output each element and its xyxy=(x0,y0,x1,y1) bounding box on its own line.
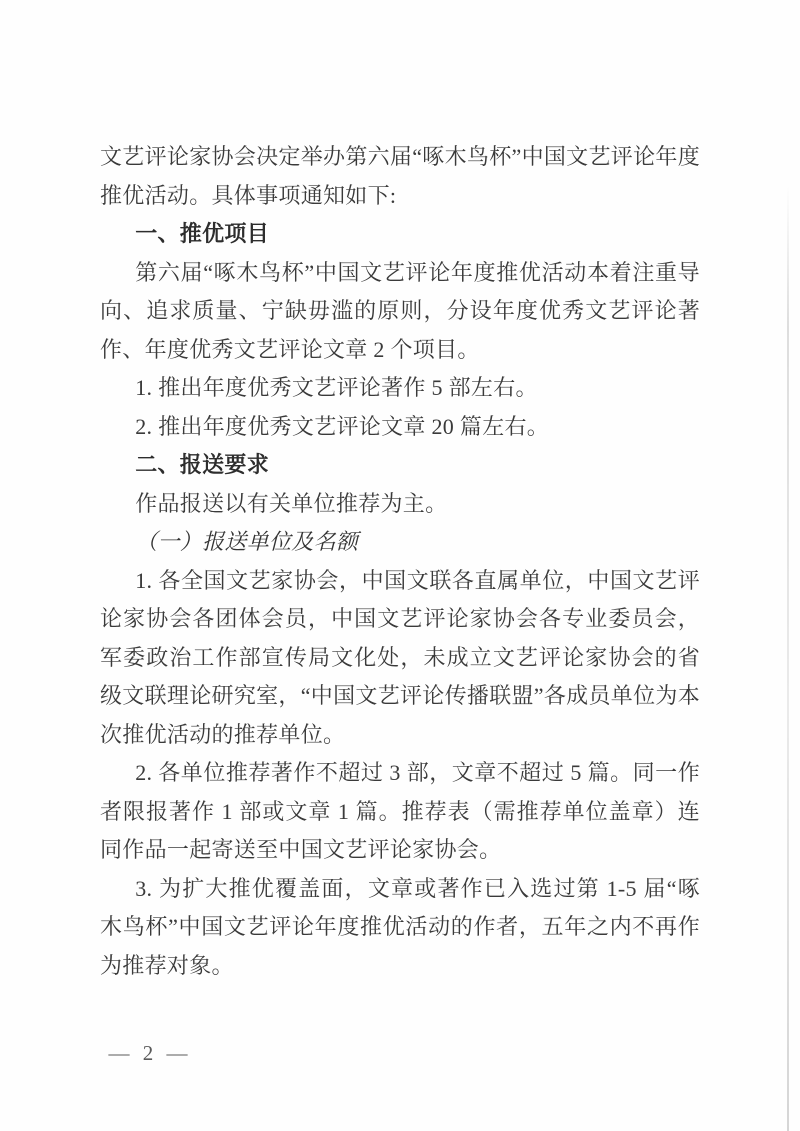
rule-item-2: 2. 各单位推荐著作不超过 3 部，文章不超过 5 篇。同一作者限报著作 1 部或文章 1 篇。推荐表（需推荐单位盖章）连同作品一起寄送至中国文艺评论家协会。 xyxy=(100,760,700,862)
section-1-heading: 一、推优项目 xyxy=(135,221,269,246)
intro-paragraph: 文艺评论家协会决定举办第六届“啄木鸟杯”中国文艺评论年度推优活动。具体事项通知如下: xyxy=(100,144,700,208)
subsection-heading: （一）报送单位及名额 xyxy=(135,529,359,554)
list-item-2: 2. 推出年度优秀文艺评论文章 20 篇左右。 xyxy=(135,413,550,439)
section-1-paragraph: 第六届“啄木鸟杯”中国文艺评论年度推优活动本着注重导向、追求质量、宁缺毋滥的原则，分设年度优秀文艺评论著作、年度优秀文艺评论文章 2 个项目。 xyxy=(100,259,700,362)
document-body xyxy=(100,138,700,985)
section-2-heading: 二、报送要求 xyxy=(135,452,269,477)
list-item-1: 1. 推出年度优秀文艺评论著作 5 部左右。 xyxy=(135,375,538,400)
scan-edge-shadow xyxy=(787,185,789,1131)
rule-item-3: 3. 为扩大推优覆盖面，文章或著作已入选过第 1-5 届“啄木鸟杯”中国文艺评论年度推优活动的作者，五年之内不再作为推荐对象。 xyxy=(100,875,700,978)
rule-item-1: 1. 各全国文艺家协会，中国文联各直属单位，中国文艺评论家协会各团体会员，中国文艺评论家协会各专业委员会，军委政治工作部宣传局文化处，未成立文艺评论家协会的省级文联理论研究室，“中国文艺评论传播联盟”各成员单位为本次推优活动的推荐单位。 xyxy=(100,567,700,747)
page-number: — 2 — xyxy=(108,1041,192,1065)
section-2-paragraph: 作品报送以有关单位推荐为主。 xyxy=(135,490,448,516)
